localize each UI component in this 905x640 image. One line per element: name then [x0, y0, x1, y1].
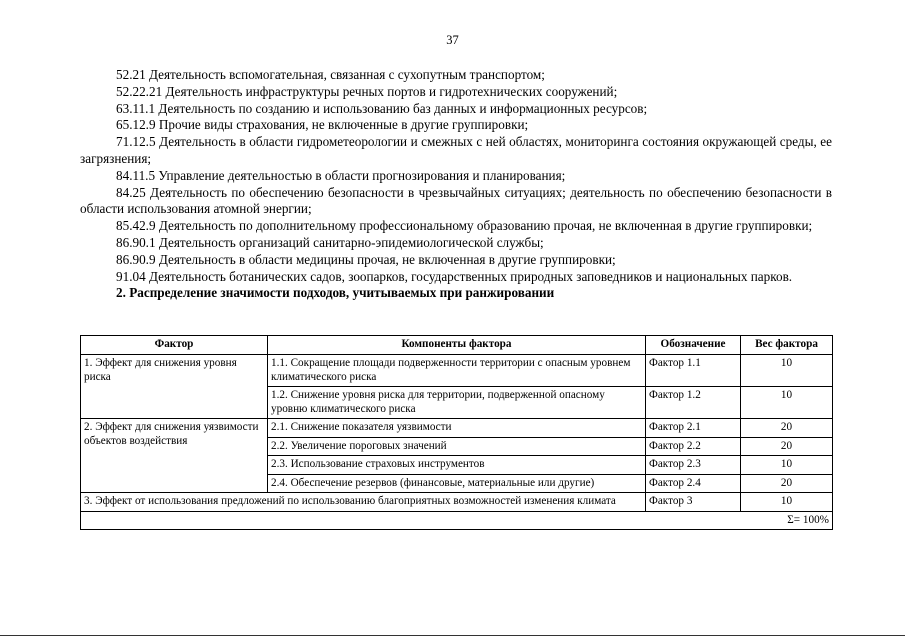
header-factor: Фактор: [81, 336, 268, 355]
paragraph-86-90-9: 86.90.9 Деятельность в области медицины прочая, не включенная в другие группировки;: [116, 251, 616, 267]
paragraph-52-22-21: 52.22.21 Деятельность инфраструктуры речных портов и гидротехнических сооружений;: [116, 83, 618, 99]
paragraph-63-11-1: 63.11.1 Деятельность по созданию и использованию баз данных и информационных ресурсов;: [116, 100, 648, 116]
component-cell: 2.1. Снижение показателя уязвимости: [268, 419, 646, 438]
weight-cell: 10: [741, 493, 833, 512]
page-bottom-edge: [0, 635, 905, 636]
section-heading: 2. Распределение значимости подходов, учитываемых при ранжировании: [116, 285, 555, 301]
weight-cell: 20: [741, 474, 833, 493]
paragraph-85-42-9: 85.42.9 Деятельность по дополнительному профессиональному образованию прочая, не включенная в другие группировки;: [116, 218, 813, 234]
factor-weights-table: [80, 335, 833, 530]
paragraph-65-12-9: 65.12.9 Прочие виды страхования, не включенные в другие группировки;: [116, 117, 529, 133]
paragraph-91-04: 91.04 Деятельность ботанических садов, зоопарков, государственных природных заповедников и национальных парков.: [116, 268, 793, 284]
paragraph-86-90-1: 86.90.1 Деятельность организаций санитарно-эпидемиологической службы;: [116, 234, 544, 250]
designation-cell: Фактор 2.1: [646, 419, 741, 438]
component-cell: 2.3. Использование страховых инструментов: [268, 456, 646, 475]
paragraph-84-11-5: 84.11.5 Управление деятельностью в области прогнозирования и планирования;: [116, 167, 566, 183]
designation-cell: Фактор 2.2: [646, 437, 741, 456]
document-body: [80, 67, 832, 302]
header-components: Компоненты фактора: [268, 336, 646, 355]
designation-cell: Фактор 2.4: [646, 474, 741, 493]
component-cell: 2.2. Увеличение пороговых значений: [268, 437, 646, 456]
header-weight: Вес фактора: [741, 336, 833, 355]
total-row: [81, 511, 833, 530]
weight-cell: 20: [741, 437, 833, 456]
page-number: 37: [446, 33, 459, 47]
table-row: [81, 493, 833, 512]
weight-cell: 20: [741, 419, 833, 438]
paragraph-52-21: 52.21 Деятельность вспомогательная, связанная с сухопутным транспортом;: [116, 67, 545, 82]
designation-cell: Фактор 1.1: [646, 355, 741, 387]
total-cell: Σ= 100%: [81, 511, 833, 530]
weight-cell: 10: [741, 387, 833, 419]
table-header-row: [81, 336, 833, 355]
paragraph-84-25: 84.25 Деятельность по обеспечению безопасности в чрезвычайных ситуациях; деятельность по обеспечению безопасности в области использования атомной энергии;: [80, 184, 832, 217]
paragraph-71-12-5: 71.12.5 Деятельность в области гидрометеорологии и смежных с ней областях, мониторинга состояния окружающей среды, ее загрязнения;: [80, 134, 832, 166]
weight-cell: 10: [741, 456, 833, 475]
table-row: [81, 355, 833, 387]
weight-cell: 10: [741, 355, 833, 387]
component-cell: 1.1. Сокращение площади подверженности территории с опасным уровнем климатического риска: [268, 355, 646, 387]
factor-cell-2: 2. Эффект для снижения уязвимости объектов воздействия: [81, 419, 268, 493]
table-row: [81, 419, 833, 438]
header-designation: Обозначение: [646, 336, 741, 355]
component-cell: 2.4. Обеспечение резервов (финансовые, материальные или другие): [268, 474, 646, 493]
designation-cell: Фактор 2.3: [646, 456, 741, 475]
factor-cell-3: 3. Эффект от использования предложений по использованию благоприятных возможностей изменения климата: [81, 493, 646, 512]
factor-cell-1: 1. Эффект для снижения уровня риска: [81, 355, 268, 419]
designation-cell: Фактор 1.2: [646, 387, 741, 419]
designation-cell: Фактор 3: [646, 493, 741, 512]
component-cell: 1.2. Снижение уровня риска для территории, подверженной опасному уровню климатического риска: [268, 387, 646, 419]
